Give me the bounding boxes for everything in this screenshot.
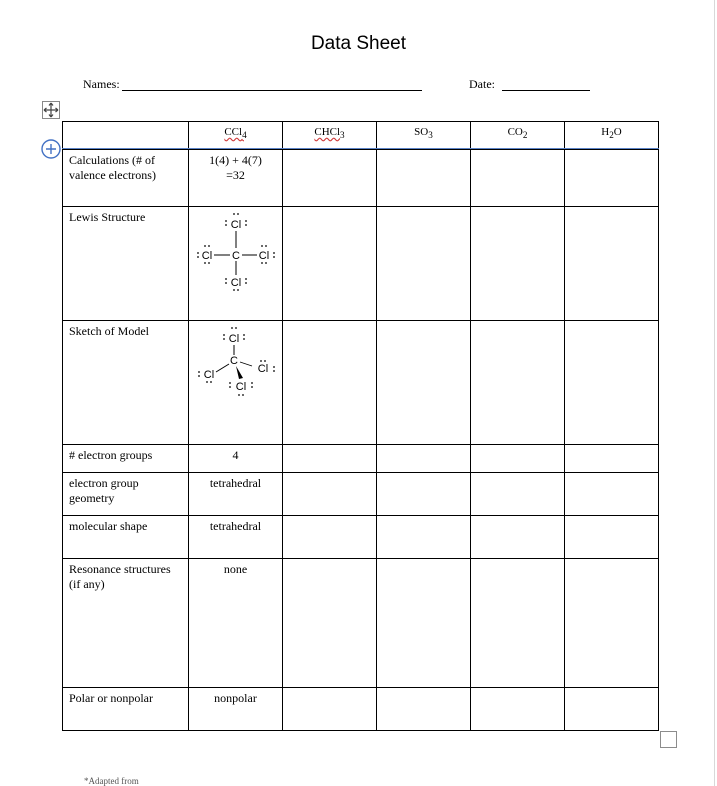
table-row — [63, 445, 659, 473]
so3-electron-groups-cell[interactable] — [377, 445, 471, 473]
h2o-calculation-cell[interactable] — [565, 150, 659, 207]
lewis-left-cl: Cl — [201, 250, 212, 262]
co2-polarity-cell[interactable] — [471, 688, 565, 731]
table-row — [63, 516, 659, 559]
names-input-line[interactable] — [122, 90, 422, 91]
ccl4-molecular-shape-cell[interactable]: tetrahedral — [189, 516, 283, 559]
lewis-top-cl: Cl — [230, 219, 241, 231]
h2o-eg-geometry-cell[interactable] — [565, 473, 659, 516]
h2o-resonance-cell[interactable] — [565, 559, 659, 688]
sketch-left-cl: Cl — [203, 369, 214, 381]
ccl4-electron-groups-cell[interactable]: 4 — [189, 445, 283, 473]
header-h2o[interactable] — [565, 122, 659, 150]
h2o-electron-groups-cell[interactable] — [565, 445, 659, 473]
row-label-lewis: Lewis Structure — [63, 207, 189, 321]
data-table — [62, 121, 659, 731]
chcl3-eg-geometry-cell[interactable] — [283, 473, 377, 516]
chcl3-calculation-cell[interactable] — [283, 150, 377, 207]
co2-resonance-cell[interactable] — [471, 559, 565, 688]
header-row — [63, 122, 659, 150]
ccl4-resonance-cell[interactable]: none — [189, 559, 283, 688]
chcl3-resonance-cell[interactable] — [283, 559, 377, 688]
co2-lewis-cell[interactable] — [471, 207, 565, 321]
header-co2-sub: 2 — [522, 130, 528, 141]
insert-row-guide-line — [62, 148, 659, 149]
header-co2[interactable] — [471, 122, 565, 150]
table-move-handle-icon[interactable] — [42, 101, 60, 119]
header-co2-formula: CO — [507, 126, 523, 138]
date-label: Date: — [469, 77, 495, 91]
so3-resonance-cell[interactable] — [377, 559, 471, 688]
chcl3-electron-groups-cell[interactable] — [283, 445, 377, 473]
page-title: Data Sheet — [310, 33, 407, 54]
row-label-electron-groups: # electron groups — [63, 445, 189, 473]
header-h2o-tail: O — [613, 126, 622, 138]
header-ccl4-sub: 4 — [242, 130, 247, 141]
table-row — [63, 559, 659, 688]
chcl3-sketch-cell[interactable] — [283, 321, 377, 445]
lewis-central-atom: C — [231, 250, 240, 262]
so3-molecular-shape-cell[interactable] — [377, 516, 471, 559]
header-so3-sub: 3 — [428, 130, 433, 141]
h2o-sketch-cell[interactable] — [565, 321, 659, 445]
row-label-resonance: Resonance structures (if any) — [63, 559, 189, 688]
header-so3-formula: SO — [414, 126, 429, 138]
footnote: *Adapted from — [84, 776, 139, 786]
ccl4-3d-sketch-diagram — [196, 324, 276, 408]
lewis-right-cl: Cl — [258, 250, 269, 262]
co2-eg-geometry-cell[interactable] — [471, 473, 565, 516]
ccl4-lewis-structure-diagram — [196, 210, 276, 292]
ccl4-calculation-line1: 1(4) + 4(7) — [209, 153, 262, 167]
table-row — [63, 473, 659, 516]
sketch-right-cl: Cl — [257, 363, 268, 375]
so3-lewis-cell[interactable] — [377, 207, 471, 321]
header-chcl3[interactable] — [283, 122, 377, 150]
co2-calculation-cell[interactable] — [471, 150, 565, 207]
so3-calculation-cell[interactable] — [377, 150, 471, 207]
header-ccl4[interactable] — [189, 122, 283, 150]
ccl4-lewis-cell[interactable] — [189, 207, 283, 321]
so3-sketch-cell[interactable] — [377, 321, 471, 445]
header-blank-cell[interactable] — [63, 122, 189, 150]
co2-molecular-shape-cell[interactable] — [471, 516, 565, 559]
lewis-bottom-cl: Cl — [230, 277, 241, 289]
names-label: Names: — [83, 77, 120, 91]
header-h2o-sub: 2 — [609, 130, 614, 141]
header-h2o-formula: H — [601, 126, 610, 138]
table-resize-handle[interactable] — [660, 731, 677, 748]
so3-eg-geometry-cell[interactable] — [377, 473, 471, 516]
sketch-top-cl: Cl — [228, 333, 239, 345]
chcl3-lewis-cell[interactable] — [283, 207, 377, 321]
table-row — [63, 688, 659, 731]
h2o-polarity-cell[interactable] — [565, 688, 659, 731]
header-chcl3-sub: 3 — [340, 130, 345, 141]
insert-row-plus-icon[interactable] — [40, 138, 62, 160]
ccl4-polarity-cell[interactable]: nonpolar — [189, 688, 283, 731]
row-label-polarity: Polar or nonpolar — [63, 688, 189, 731]
table-row — [63, 150, 659, 207]
header-so3[interactable] — [377, 122, 471, 150]
co2-electron-groups-cell[interactable] — [471, 445, 565, 473]
ccl4-eg-geometry-cell[interactable]: tetrahedral — [189, 473, 283, 516]
row-label-eg-geometry: electron group geometry — [63, 473, 189, 516]
ccl4-sketch-cell[interactable] — [189, 321, 283, 445]
so3-polarity-cell[interactable] — [377, 688, 471, 731]
page-edge — [714, 0, 715, 786]
header-chcl3-formula: CHCl — [314, 126, 341, 138]
ccl4-calculation-line2: =32 — [226, 168, 245, 182]
row-label-molecular-shape: molecular shape — [63, 516, 189, 559]
sketch-central-atom: C — [229, 355, 238, 367]
chcl3-molecular-shape-cell[interactable] — [283, 516, 377, 559]
chcl3-polarity-cell[interactable] — [283, 688, 377, 731]
sketch-front-cl: Cl — [235, 381, 246, 393]
sketch-wedge-bond — [236, 366, 243, 379]
row-label-sketch: Sketch of Model — [63, 321, 189, 445]
header-ccl4-formula: CCl — [224, 126, 243, 138]
row-label-calculations: Calculations (# of valence electrons) — [63, 150, 189, 207]
ccl4-calculation-cell[interactable] — [189, 150, 283, 207]
co2-sketch-cell[interactable] — [471, 321, 565, 445]
table-row — [63, 207, 659, 321]
h2o-lewis-cell[interactable] — [565, 207, 659, 321]
h2o-molecular-shape-cell[interactable] — [565, 516, 659, 559]
table-row — [63, 321, 659, 445]
date-input-line[interactable] — [502, 90, 590, 91]
